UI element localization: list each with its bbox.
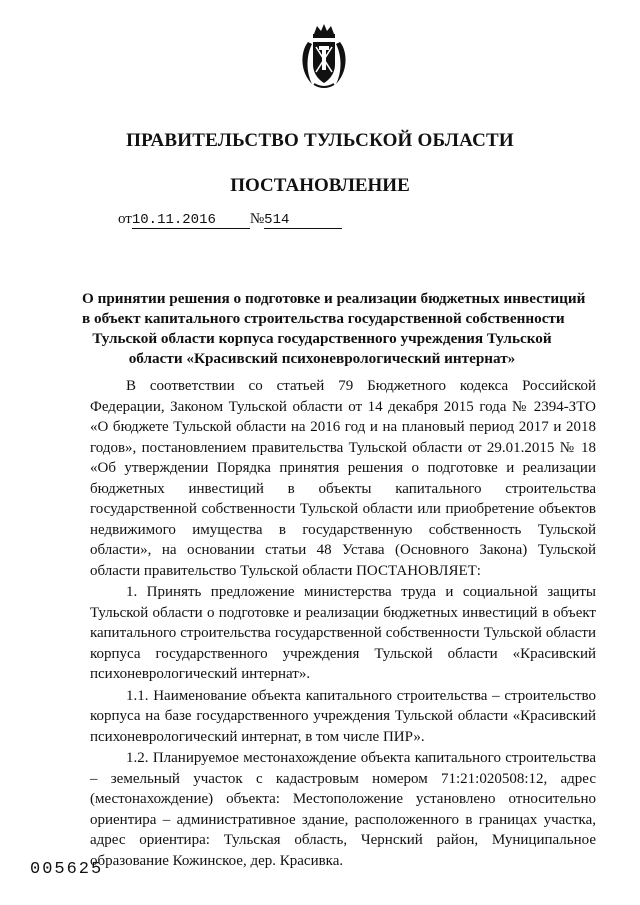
document-body xyxy=(90,376,596,871)
subject-line: в объект капитального строительства государственной собственности xyxy=(82,310,565,327)
paragraph-item-1: 1. Принять предложение министерства труда и социальной защиты Тульской области о подготовке и реализации бюджетных инвестиций в объект капитального строительства государственной собственности Тульской области корпуса государственного учреждения Тульской области «Красивский психоневрологический интернат». xyxy=(90,584,596,682)
tula-coat-of-arms-icon xyxy=(298,22,350,90)
paragraph-item-1-1: 1.1. Наименование объекта капитального строительства – строительство корпуса на базе государственного учреждения Тульской области «Красивский психоневрологический интернат, в том числе ПИР». xyxy=(90,687,596,745)
paragraph-item-1-2: 1.2. Планируемое местонахождение объекта капитального строительства – земельный участок с кадастровым номером 71:21:020508:12, адрес (местонахождение) объекта: Местоположение установлено относительно ориентира – административное здание, расположенного в границах участка, адрес ориентира: Тульская область, Чернский район, Муниципальное образование Кожинское, дер. Красивка. xyxy=(90,750,596,869)
subject-line: области «Красивский психоневрологический интернат» xyxy=(128,350,516,367)
document-subject xyxy=(82,289,586,369)
number-prefix: № xyxy=(249,211,265,227)
dateline xyxy=(118,211,342,229)
date-prefix: от xyxy=(118,211,132,227)
serial-number-stamp: 005625 xyxy=(30,860,104,879)
document-number: 514 xyxy=(264,212,342,229)
subject-line: Тульской области корпуса государственного учреждения Тульской xyxy=(92,330,552,347)
document-date: 10.11.2016 xyxy=(132,212,250,229)
government-title: ПРАВИТЕЛЬСТВО ТУЛЬСКОЙ ОБЛАСТИ xyxy=(126,130,514,151)
preamble-paragraph: В соответствии со статьей 79 Бюджетного кодекса Российской Федерации, Законом Тульской области от 14 декабря 2015 года № 2394-ЗТО «О бюджете Тульской области на 2016 год и на плановый период 2017 и 2018 годов», постановлением правительства Тульской области от 29.01.2015 № 18 «Об утверждении Порядка принятия решения о подготовке и реализации бюджетных инвестиций в объекты капитального строительства государственной собственности Тульской области или приобретение объектов недвижимого имущества в государственную собственность Тульской области», на основании статьи 48 Устава (Основного Закона) Тульской области правительство Тульской области ПОСТАНОВЛЯЕТ: xyxy=(90,378,596,579)
document-type: ПОСТАНОВЛЕНИЕ xyxy=(230,175,410,196)
subject-line: О принятии решения о подготовке и реализации бюджетных инвестиций xyxy=(82,290,586,307)
